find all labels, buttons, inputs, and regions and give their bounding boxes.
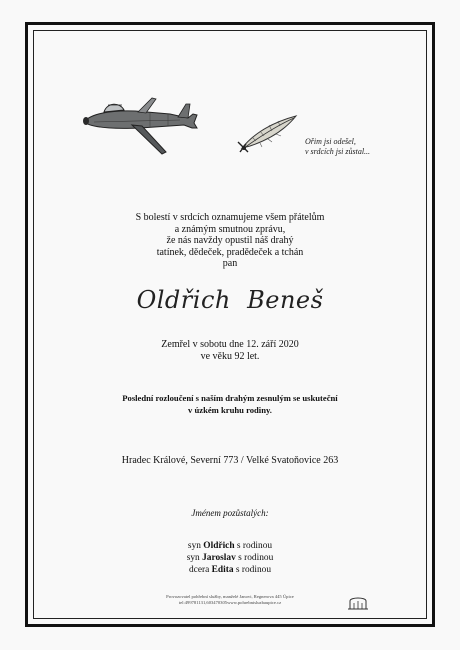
- relative-suffix: s rodinou: [234, 541, 273, 551]
- relative-item: [60, 552, 400, 564]
- feather-icon: [236, 112, 300, 156]
- relative-prefix: dcera: [188, 565, 212, 575]
- relative-item: [60, 564, 400, 576]
- intro-line-1: S bolestí v srdcích oznamujeme všem přátelům: [135, 212, 325, 223]
- intro-text: [60, 212, 400, 270]
- relative-name: Oldřich: [203, 541, 235, 551]
- intro-line-2: a známým smutnou zprávu,: [174, 223, 286, 235]
- relatives-list: [60, 540, 400, 576]
- jet-plane-icon: [80, 92, 198, 162]
- deceased-name: Oldřich Beneš: [136, 286, 324, 314]
- on-behalf-label: Jménem pozůstalých:: [191, 508, 269, 518]
- farewell-notice: [60, 392, 400, 416]
- relative-prefix: syn: [186, 553, 203, 563]
- footer-line-2: tel:499781131,603470305www.pohrebnisluzbaupice.cz: [178, 600, 282, 605]
- intro-line-3: že nás navždy opustil náš drahý: [166, 235, 294, 247]
- footer-line-1: Provozovatel pohřební služby, manželé Janovi, Regnerova 445 Úpice: [166, 594, 294, 599]
- death-date: Zemřel v sobotu dne 12. září 2020: [161, 339, 299, 350]
- motto-line-2: v srdcích jsi zůstal...: [305, 147, 371, 156]
- motto-line-1: Ořim jsi odešel,: [305, 137, 356, 146]
- stamp-icon: [346, 593, 370, 611]
- relative-suffix: s rodinou: [233, 565, 272, 575]
- motto-text: [305, 137, 425, 157]
- funeral-service-footer: [130, 594, 330, 606]
- intro-line-4: tatínek, dědeček, pradědeček a tchán: [156, 246, 304, 258]
- farewell-line-1: Poslední rozloučení s naším drahým zesnulým se uskuteční: [122, 393, 338, 403]
- death-age: ve věku 92 let.: [200, 350, 260, 362]
- relative-item: [60, 540, 400, 552]
- relative-suffix: s rodinou: [235, 553, 274, 563]
- relative-name: Jaroslav: [202, 553, 236, 563]
- relative-prefix: syn: [187, 541, 204, 551]
- address: Hradec Králové, Severní 773 / Velké Svatoňovice 263: [121, 455, 339, 466]
- relative-name: Edita: [211, 565, 234, 575]
- death-info: [60, 339, 400, 363]
- intro-line-5: pan: [222, 258, 238, 270]
- farewell-line-2: v úzkém kruhu rodiny.: [188, 405, 272, 415]
